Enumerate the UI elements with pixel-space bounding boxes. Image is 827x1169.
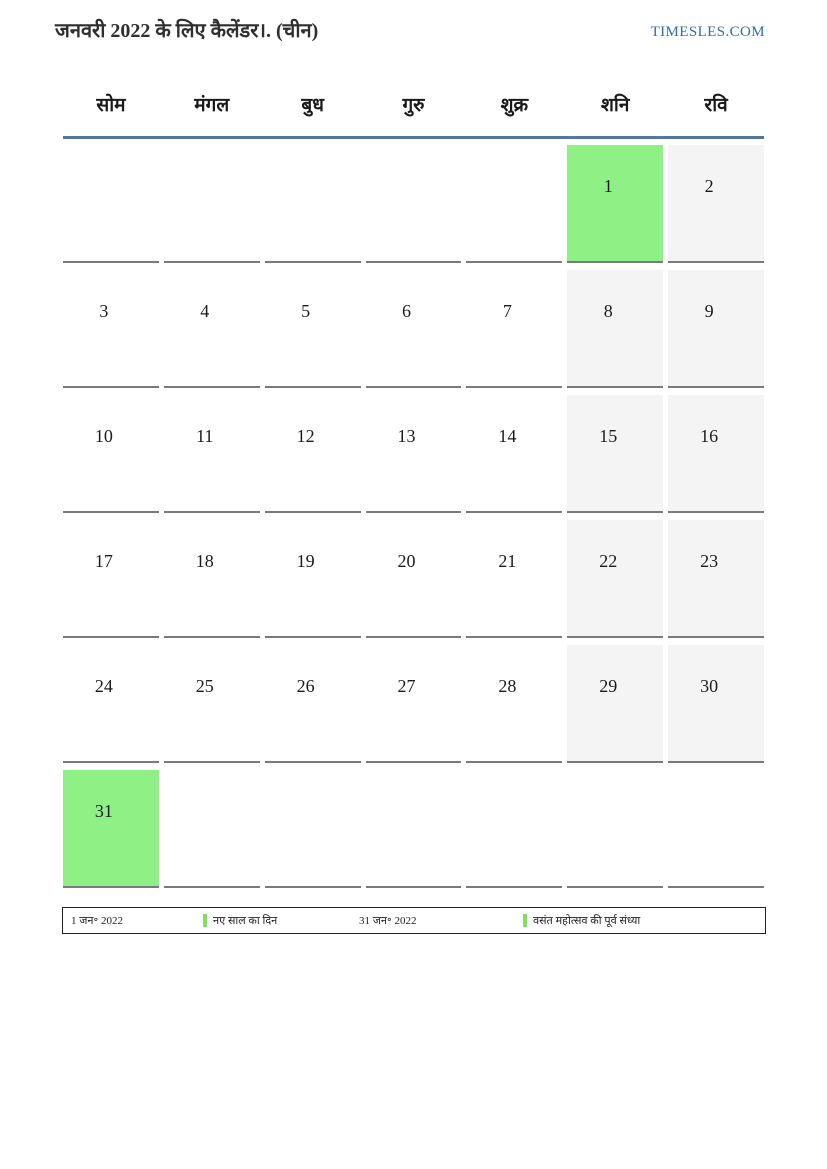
day-number: 18 [195, 551, 214, 571]
day-cell-27 [366, 645, 462, 763]
site-logo-link[interactable]: TIMESLES.COM [650, 24, 765, 40]
empty-day-cell [265, 145, 361, 263]
day-cell-26 [265, 645, 361, 763]
day-cell-22 [567, 520, 663, 638]
page-header [0, 0, 827, 44]
day-number: 9 [704, 301, 714, 321]
day-number: 30 [700, 676, 719, 696]
day-number: 23 [700, 551, 719, 571]
weekday-header-fri: शुक्र [500, 95, 529, 116]
day-cell-9 [668, 270, 764, 388]
legend-label-2: वसंत महोत्सव की पूर्व संध्या [533, 915, 641, 927]
day-cell-12 [265, 395, 361, 513]
day-cell-6 [366, 270, 462, 388]
day-cell-18 [164, 520, 260, 638]
day-number: 28 [498, 676, 517, 696]
legend-item-1 [203, 913, 359, 928]
empty-day-cell [366, 770, 462, 888]
day-number: 21 [498, 551, 517, 571]
legend-date-1: 1 जन॰ 2022 [71, 915, 123, 927]
day-number: 2 [704, 176, 714, 196]
calendar-grid [63, 145, 764, 888]
weekday-header-sat: शनि [601, 95, 630, 116]
day-number: 29 [599, 676, 618, 696]
legend-item-2 [523, 913, 765, 928]
day-cell-3 [63, 270, 159, 388]
day-cell-25 [164, 645, 260, 763]
empty-day-cell [466, 770, 562, 888]
weekday-header-sun: रवि [704, 95, 728, 116]
legend-date-2: 31 जन॰ 2022 [359, 915, 417, 927]
empty-day-cell [63, 145, 159, 263]
day-cell-1 [567, 145, 663, 263]
day-number: 26 [296, 676, 315, 696]
day-cell-19 [265, 520, 361, 638]
day-cell-28 [466, 645, 562, 763]
day-number: 7 [502, 301, 512, 321]
holiday-marker-icon [523, 914, 527, 927]
day-number: 3 [99, 301, 109, 321]
empty-day-cell [366, 145, 462, 263]
day-number: 17 [94, 551, 113, 571]
day-cell-13 [366, 395, 462, 513]
day-cell-24 [63, 645, 159, 763]
day-cell-21 [466, 520, 562, 638]
day-number: 16 [700, 426, 719, 446]
day-number: 27 [397, 676, 416, 696]
legend-box [62, 907, 766, 934]
weekday-header-row [63, 80, 764, 128]
weekday-header-mon: सोम [96, 95, 126, 116]
day-number: 11 [196, 426, 214, 446]
page-title: जनवरी 2022 के लिए कैलेंडर।. (चीन) [55, 20, 319, 42]
day-number: 6 [401, 301, 411, 321]
empty-day-cell [668, 770, 764, 888]
day-cell-4 [164, 270, 260, 388]
day-cell-29 [567, 645, 663, 763]
header-divider-rule [63, 136, 764, 139]
day-number: 20 [397, 551, 416, 571]
day-number: 14 [498, 426, 517, 446]
day-cell-8 [567, 270, 663, 388]
empty-day-cell [265, 770, 361, 888]
calendar [63, 80, 764, 888]
day-number: 5 [301, 301, 311, 321]
weekday-header-wed: बुध [301, 95, 324, 116]
day-cell-30 [668, 645, 764, 763]
weekday-header-tue: मंगल [194, 95, 230, 116]
day-cell-7 [466, 270, 562, 388]
day-cell-11 [164, 395, 260, 513]
day-number: 22 [599, 551, 618, 571]
day-number: 8 [603, 301, 613, 321]
day-cell-31 [63, 770, 159, 888]
empty-day-cell [567, 770, 663, 888]
day-cell-2 [668, 145, 764, 263]
day-number: 15 [599, 426, 618, 446]
empty-day-cell [164, 770, 260, 888]
day-number: 12 [296, 426, 315, 446]
weekday-header-thu: गुरु [402, 95, 425, 116]
day-cell-16 [668, 395, 764, 513]
day-number: 25 [195, 676, 214, 696]
day-number: 31 [94, 801, 113, 821]
day-cell-10 [63, 395, 159, 513]
day-cell-20 [366, 520, 462, 638]
legend-label-1: नए साल का दिन [213, 915, 278, 927]
day-cell-15 [567, 395, 663, 513]
day-number: 10 [94, 426, 113, 446]
day-number: 24 [94, 676, 113, 696]
day-cell-14 [466, 395, 562, 513]
holiday-marker-icon [203, 914, 207, 927]
day-number: 4 [200, 301, 210, 321]
day-number: 1 [603, 176, 613, 196]
empty-day-cell [164, 145, 260, 263]
day-cell-17 [63, 520, 159, 638]
empty-day-cell [466, 145, 562, 263]
day-number: 13 [397, 426, 416, 446]
day-cell-5 [265, 270, 361, 388]
day-cell-23 [668, 520, 764, 638]
day-number: 19 [296, 551, 315, 571]
